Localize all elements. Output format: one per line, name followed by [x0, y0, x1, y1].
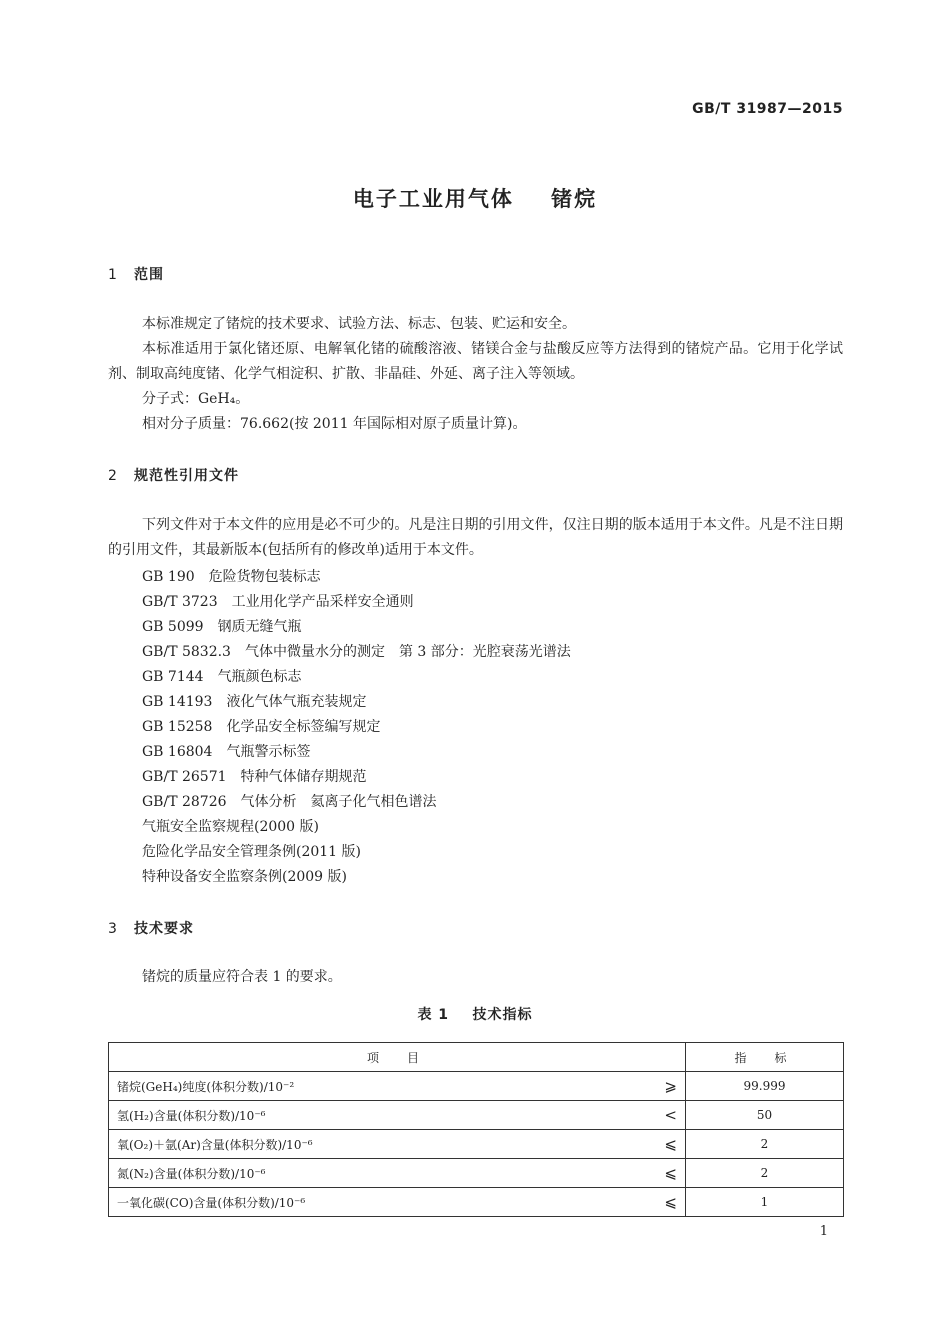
paragraph: 本标准规定了锗烷的技术要求、试验方法、标志、包装、贮运和安全。	[142, 316, 576, 332]
row-value: 2	[686, 1130, 844, 1159]
reference-title: 工业用化学产品采样安全通则	[231, 594, 414, 610]
regulation-item: 特种设备安全监察条例(2009 版)	[142, 869, 348, 885]
document-title: 电子工业用气体 锗烷	[352, 187, 598, 211]
table-header-row	[109, 1043, 844, 1072]
paragraph: 本标准适用于氯化锗还原、电解氧化锗的硫酸溶液、锗镁合金与盐酸反应等方法得到的锗烷产品。它用于化学试剂、制取高纯度锗、化学气相淀积、扩散、非晶硅、外延、离子注入等领域。	[108, 341, 843, 382]
row-value: 50	[686, 1101, 844, 1130]
row-item-label: 一氧化碳(CO)含量(体积分数)/10⁻⁶	[117, 1195, 306, 1210]
section-title: 范围	[134, 267, 164, 283]
section-3-heading	[108, 918, 194, 938]
table-row	[109, 1130, 844, 1159]
paragraph: 下列文件对于本文件的应用是必不可少的。凡是注日期的引用文件，仅注日期的版本适用于本文件。凡是不注日期的引用文件，其最新版本(包括所有的修改单)适用于本文件。	[108, 517, 843, 558]
table-caption: 表 1 技术指标	[417, 1007, 533, 1023]
reference-item	[142, 666, 302, 686]
row-value: 99.999	[686, 1072, 844, 1101]
section-2-heading	[108, 465, 239, 485]
relation-symbol: <	[664, 1106, 677, 1124]
row-item	[109, 1159, 686, 1188]
paragraph: 分子式：GeH₄。	[142, 391, 250, 407]
reference-title: 化学品安全标签编写规定	[226, 719, 381, 735]
row-value: 2	[686, 1159, 844, 1188]
reference-title: 钢质无缝气瓶	[217, 619, 302, 635]
header-item: 项 目	[109, 1043, 686, 1072]
reference-code: GB 16804	[142, 744, 213, 760]
table-row	[109, 1159, 844, 1188]
reference-code: GB 7144	[142, 669, 204, 685]
reference-item	[142, 741, 310, 761]
row-item-label: 锗烷(GeH₄)纯度(体积分数)/10⁻²	[117, 1079, 295, 1094]
relation-symbol: ⩾	[664, 1077, 677, 1095]
header-value: 指 标	[686, 1043, 844, 1072]
reference-item	[142, 641, 571, 661]
section-number: 2	[108, 468, 118, 484]
reference-code: GB 5099	[142, 619, 204, 635]
section-1-heading	[108, 264, 164, 284]
reference-title: 气瓶警示标签	[226, 744, 311, 760]
reference-code: GB/T 3723	[142, 594, 218, 610]
reference-title: 危险货物包装标志	[208, 569, 321, 585]
reference-title: 气体分析 氦离子化气相色谱法	[240, 794, 437, 810]
reference-item	[142, 566, 321, 586]
reference-code: GB/T 28726	[142, 794, 227, 810]
row-item-label: 氧(O₂)＋氩(Ar)含量(体积分数)/10⁻⁶	[117, 1137, 313, 1152]
row-item-label: 氢(H₂)含量(体积分数)/10⁻⁶	[117, 1108, 266, 1123]
reference-title: 气体中微量水分的测定 第 3 部分：光腔衰荡光谱法	[244, 644, 571, 660]
paragraph: 相对分子质量：76.662(按 2011 年国际相对原子质量计算)。	[142, 416, 527, 432]
row-item	[109, 1072, 686, 1101]
page-number: 1	[819, 1224, 828, 1239]
row-value: 1	[686, 1188, 844, 1217]
reference-code: GB 15258	[142, 719, 213, 735]
reference-item	[142, 616, 302, 636]
row-item	[109, 1188, 686, 1217]
row-item-label: 氮(N₂)含量(体积分数)/10⁻⁶	[117, 1166, 266, 1181]
spec-table	[108, 1042, 844, 1217]
paragraph: 锗烷的质量应符合表 1 的要求。	[142, 969, 342, 985]
row-item	[109, 1101, 686, 1130]
section-title: 技术要求	[134, 921, 194, 937]
reference-title: 气瓶颜色标志	[217, 669, 302, 685]
section-title: 规范性引用文件	[134, 468, 239, 484]
section-number: 1	[108, 267, 118, 283]
reference-item	[142, 691, 366, 711]
reference-title: 特种气体储存期规范	[240, 769, 367, 785]
row-item	[109, 1130, 686, 1159]
regulation-item: 气瓶安全监察规程(2000 版)	[142, 819, 320, 835]
reference-item	[142, 791, 437, 811]
reference-code: GB/T 5832.3	[142, 644, 231, 660]
relation-symbol: ⩽	[664, 1164, 677, 1182]
table-row	[109, 1188, 844, 1217]
section-number: 3	[108, 921, 118, 937]
relation-symbol: ⩽	[664, 1193, 677, 1211]
reference-item	[142, 716, 380, 736]
standard-number: GB/T 31987—2015	[692, 101, 843, 117]
reference-code: GB 190	[142, 569, 195, 585]
reference-code: GB 14193	[142, 694, 213, 710]
table-row	[109, 1072, 844, 1101]
reference-item	[142, 591, 414, 611]
relation-symbol: ⩽	[664, 1135, 677, 1153]
table-row	[109, 1101, 844, 1130]
reference-title: 液化气体气瓶充装规定	[226, 694, 367, 710]
reference-code: GB/T 26571	[142, 769, 227, 785]
reference-item	[142, 766, 367, 786]
regulation-item: 危险化学品安全管理条例(2011 版)	[142, 844, 362, 860]
